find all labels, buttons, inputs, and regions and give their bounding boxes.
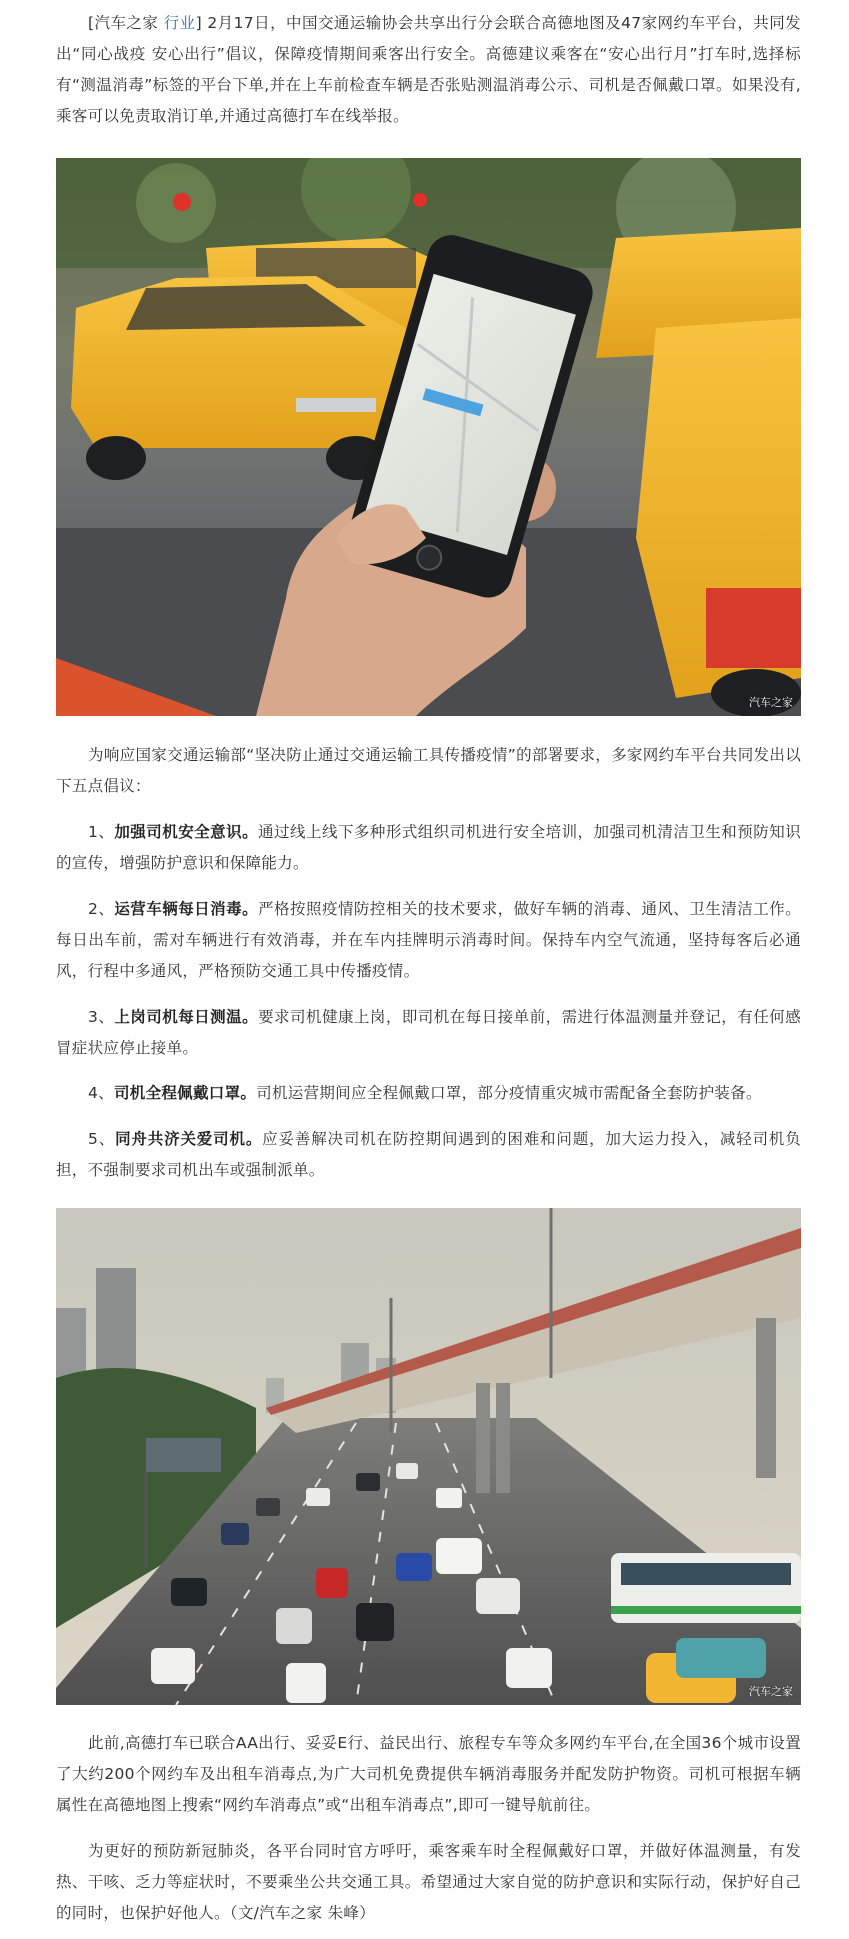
point-number: 3、 <box>88 1008 115 1026</box>
point-item <box>56 817 801 879</box>
point-text: 应妥善解决司机在防控期间遇到的困难和问题，加大运力投入，减轻司机负担，不强制要求司机出车或强制派单。 <box>56 1130 802 1179</box>
closing-paragraph <box>56 1836 801 1929</box>
category-link[interactable]: 行业 <box>163 14 196 32</box>
point-title: 上岗司机每日测温。 <box>114 1008 259 1026</box>
point-number: 4、 <box>88 1084 114 1102</box>
point-title: 司机全程佩戴口罩。 <box>113 1084 257 1102</box>
photo-highway-traffic <box>56 1208 801 1705</box>
point-title: 运营车辆每日消毒。 <box>114 900 259 918</box>
point-text: 要求司机健康上岗，即司机在每日接单前，需进行体温测量并登记，有任何感冒症状应停止接单。 <box>56 1008 801 1057</box>
point-text: 司机运营期间应全程佩戴口罩，部分疫情重灾城市需配备全套防护装备。 <box>256 1084 762 1102</box>
closing-text: 为更好的预防新冠肺炎，各平台同时官方呼吁，乘客乘车时全程佩戴好口罩，并做好体温测量，有发热、干咳、乏力等症状时，不要乘坐公共交通工具。希望通过大家自觉的防护意识和实际行动，保护好自己的同时，也保护好他人。（文/汽车之家 朱峰） <box>56 1842 801 1922</box>
point-item <box>56 1124 801 1186</box>
point-item <box>56 1078 801 1109</box>
point-title: 加强司机安全意识。 <box>114 823 259 841</box>
intro-text: 为响应国家交通运输部“坚决防止通过交通运输工具传播疫情”的部署要求，多家网约车平台共同发出以下五点倡议： <box>56 746 801 795</box>
point-item <box>56 894 801 987</box>
photo-phone-taxis-image <box>56 158 801 716</box>
point-number: 5、 <box>88 1130 116 1148</box>
point-number: 2、 <box>88 900 115 918</box>
photo-highway-traffic-image <box>56 1208 801 1705</box>
intro-paragraph <box>56 740 801 802</box>
photo-phone-taxis <box>56 158 801 716</box>
watermark: 汽车之家 <box>749 1685 793 1698</box>
point-number: 1、 <box>88 823 115 841</box>
point-item <box>56 1002 801 1064</box>
watermark: 汽车之家 <box>749 696 793 709</box>
point-text: 严格按照疫情防控相关的技术要求，做好车辆的消毒、通风、卫生清洁工作。每日出车前，需对车辆进行有效消毒，并在车内挂牌明示消毒时间。保持车内空气流通，坚持每客后必通风，行程中多通风，严格预防交通工具中传播疫情。 <box>56 900 801 980</box>
lead-paragraph <box>56 8 801 132</box>
point-title: 同舟共济关爱司机。 <box>115 1130 263 1148</box>
lead-text: ] 2月17日，中国交通运输协会共享出行分会联合高德地图及47家网约车平台，共同发出“同心战疫 安心出行”倡议，保障疫情期间乘客出行安全。高德建议乘客在“安心出行月”打车时,选择标有“测温消毒”标签的平台下单,并在上车前检查车辆是否张贴测温消毒公示、司机是否佩戴口罩。如果没有,乘客可以免责取消订单,并通过高德打车在线举报。 <box>56 14 801 125</box>
platforms-text: 此前,高德打车已联合AA出行、妥妥E行、益民出行、旅程专车等众多网约车平台,在全国36个城市设置了大约200个网约车及出租车消毒点,为广大司机免费提供车辆消毒服务并配发防护物资。司机可根据车辆属性在高德地图上搜索“网约车消毒点”或“出租车消毒点”,即可一键导航前往。 <box>56 1734 801 1814</box>
point-text: 通过线上线下多种形式组织司机进行安全培训，加强司机清洁卫生和预防知识的宣传，增强防护意识和保障能力。 <box>56 823 801 872</box>
platforms-paragraph <box>56 1728 801 1821</box>
source-tag: [汽车之家 <box>88 14 159 32</box>
